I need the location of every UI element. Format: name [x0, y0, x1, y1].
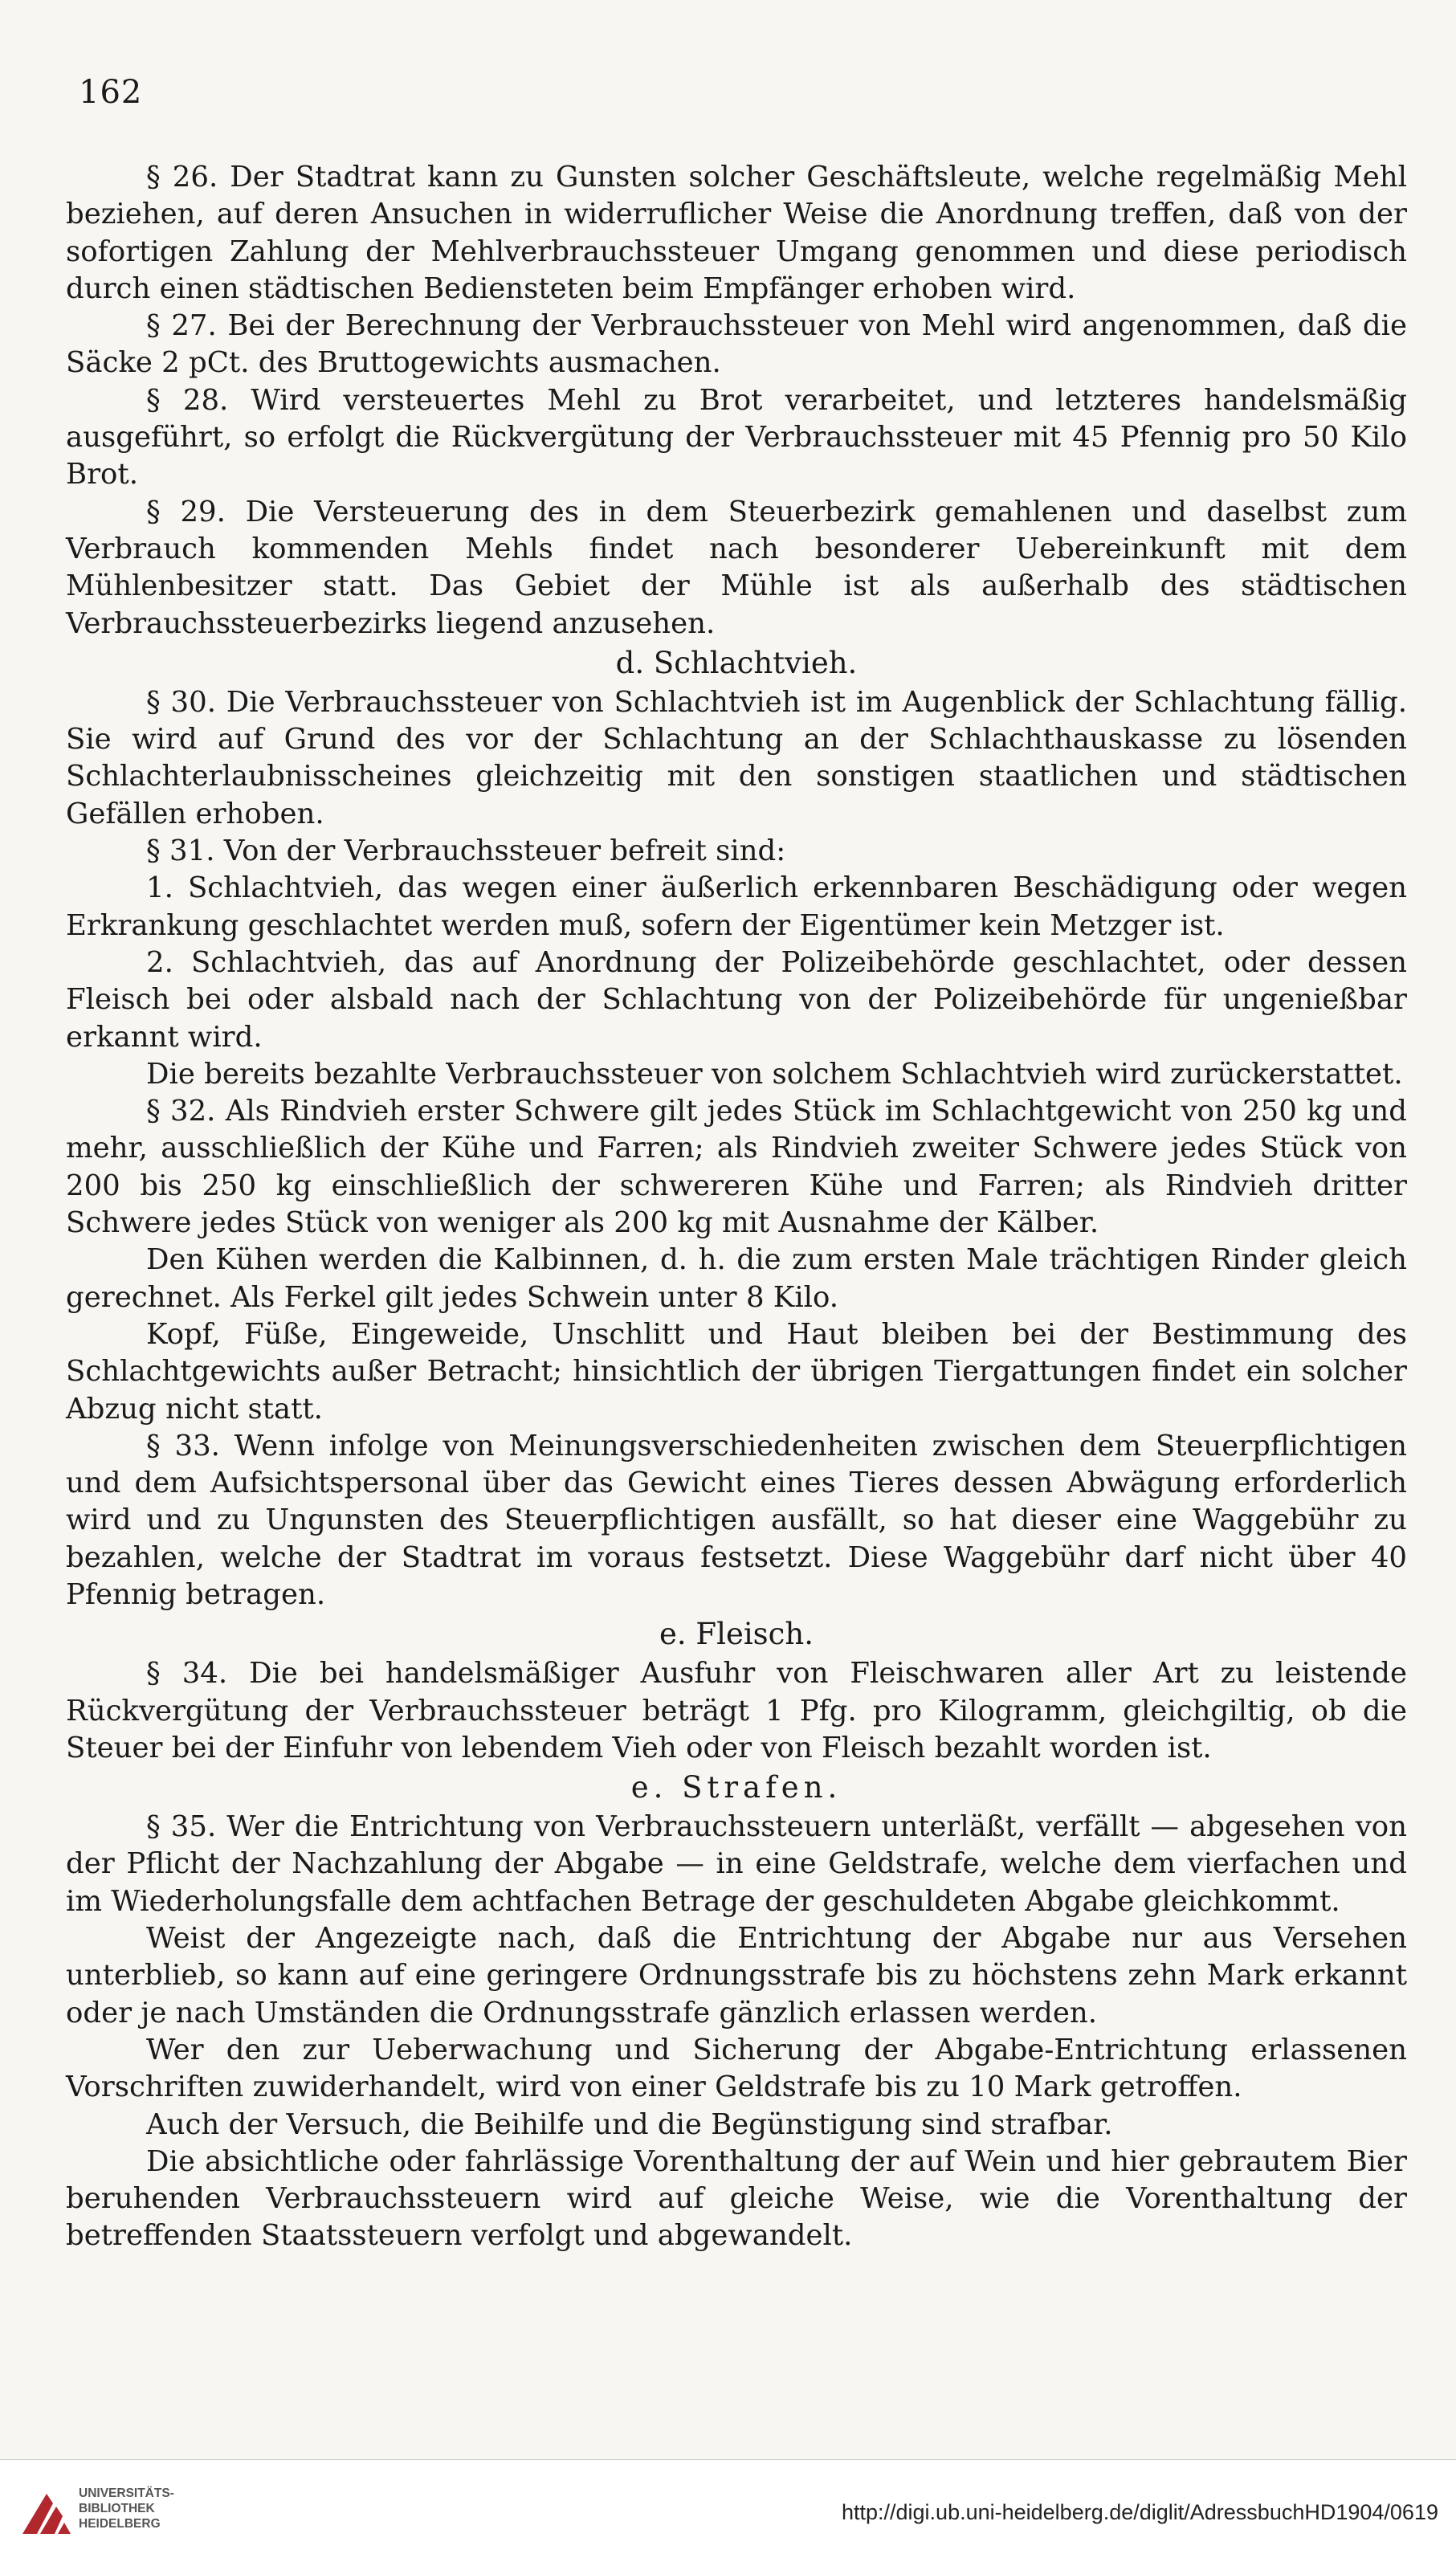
paragraph-26: § 26. Der Stadtrat kann zu Gunsten solcher Geschäftsleute, welche regelmäßig Mehl beziehen, auf deren Ansuchen in widerruflicher Weise die Anordnung treffen, daß von der sofortigen Zahlung der Mehlverbrauchssteuer Umgang genommen und diese periodisch durch einen städtischen Bediensteten beim Empfänger erhoben wird.: [66, 161, 1407, 305]
source-url-link[interactable]: http://digi.ub.uni-heidelberg.de/diglit/AdressbuchHD1904/0619: [841, 2500, 1438, 2524]
paragraph-refund: Die bereits bezahlte Verbrauchssteuer von solchem Schlachtvieh wird zurückerstattet.: [146, 1057, 1403, 1091]
paragraph-34: § 34. Die bei handelsmäßiger Ausfuhr von Fleischwaren aller Art zu leistende Rückvergütung der Verbrauchssteuer beträgt 1 Pfg. pro Kilogramm, gleichgiltig, ob die Steuer bei der Einfuhr von lebendem Vieh oder von Fleisch bezahlt worden ist.: [66, 1657, 1407, 1764]
library-name: [79, 2486, 215, 2531]
paragraph-32: § 32. Als Rindvieh erster Schwere gilt jedes Stück im Schlachtgewicht von 250 kg und mehr, ausschließlich der Kühe und Farren; als Rindvieh zweiter Schwere jedes Stück von 200 bis 250 kg einschließlich der schwereren Kühe und Farren; als Rindvieh dritter Schwere jedes Stück von weniger als 200 kg mit Ausnahme der Kälber.: [66, 1095, 1407, 1240]
paragraph-28: § 28. Wird versteuertes Mehl zu Brot verarbeitet, und letzteres handelsmäßig ausgeführt, so erfolgt die Rückvergütung der Verbrauchssteuer mit 45 Pfennig pro 50 Kilo Brot.: [66, 383, 1407, 492]
page-number: 162: [79, 74, 143, 111]
paragraph-29: § 29. Die Versteuerung des in dem Steuerbezirk gemahlenen und daselbst zum Verbrauch kommenden Mehls findet nach besonderer Uebereinkunft mit dem Mühlenbesitzer statt. Das Gebiet der Mühle ist als außerhalb des städtischen Verbrauchssteuerbezirks liegend anzusehen.: [66, 495, 1407, 640]
paragraph-31: § 31. Von der Verbrauchssteuer befreit sind:: [146, 834, 786, 868]
library-line: HEIDELBERG: [79, 2517, 161, 2531]
section-heading-strafen: e. Strafen.: [630, 1770, 842, 1805]
paragraph-33: § 33. Wenn infolge von Meinungsverschiedenheiten zwischen dem Steuerpflichtigen und dem Aufsichtspersonal über das Gewicht eines Tieres dessen Abwägung erforderlich wird und zu Ungunsten des Steuerpflichtigen ausfällt, so hat dieser eine Waggebühr zu bezahlen, welche der Stadtrat im voraus festsetzt. Diese Waggebühr darf nicht über 40 Pfennig betragen.: [66, 1429, 1407, 1611]
list-item-1: 1. Schlachtvieh, das wegen einer äußerlich erkennbaren Beschädigung oder wegen Erkrankung geschlachtet werden muß, sofern der Eigentümer kein Metzger ist.: [66, 871, 1407, 942]
paragraph-kalbinnen: Den Kühen werden die Kalbinnen, d. h. die zum ersten Male trächtigen Rinder gleich gerechnet. Als Ferkel gilt jedes Schwein unter 8 Kilo.: [66, 1243, 1407, 1314]
paragraph-30: § 30. Die Verbrauchssteuer von Schlachtvieh ist im Augenblick der Schlachtung fällig. Sie wird auf Grund des vor der Schlachtung an der Schlachthauskasse zu lösenden Schlachterlaubnisscheines gleichzeitig mit den sonstigen staatlichen und städtischen Gefällen erhoben.: [66, 685, 1407, 830]
paragraph-versuch: Auch der Versuch, die Beihilfe und die Begünstigung sind strafbar.: [146, 2107, 1113, 2141]
section-heading-fleisch: e. Fleisch.: [659, 1617, 814, 1652]
paragraph-27: § 27. Bei der Berechnung der Verbrauchssteuer von Mehl wird angenommen, daß die Säcke 2 pCt. des Bruttogewichts ausmachen.: [66, 309, 1407, 380]
section-heading-schlachtvieh: d. Schlachtvieh.: [615, 645, 858, 680]
paragraph-ordnungsstrafe: Weist der Angezeigte nach, daß die Entrichtung der Abgabe nur aus Versehen unterblieb, so kann auf eine geringere Ordnungsstrafe bis zu höchstens zehn Mark erkannt oder je nach Umständen die Ordnungsstrafe gänzlich erlassen werden.: [66, 1922, 1407, 2030]
paragraph-vorenthaltung: Die absichtliche oder fahrlässige Vorenthaltung der auf Wein und hier gebrautem Bier beruhenden Verbrauchssteuern wird auf gleiche Weise, wie die Vorenthaltung der betreffenden Staatssteuern verfolgt und abgewandelt.: [66, 2144, 1407, 2253]
page-text: [66, 159, 1407, 2255]
footer-bar: [0, 2459, 1456, 2566]
list-item-2: 2. Schlachtvieh, das auf Anordnung der Polizeibehörde geschlachtet, oder dessen Fleisch bei oder alsbald nach der Schlachtung von der Polizeibehörde für ungenießbar erkannt wird.: [66, 945, 1407, 1054]
library-line: BIBLIOTHEK: [79, 2502, 155, 2515]
paragraph-35: § 35. Wer die Entrichtung von Verbrauchssteuern unterläßt, verfällt — abgesehen von der Pflicht der Nachzahlung der Abgabe — in eine Geldstrafe, welche dem vierfachen und im Wiederholungsfalle dem achtfachen Betrage der geschuldeten Abgabe gleichkommt.: [66, 1810, 1407, 1918]
library-line: UNIVERSITÄTS-: [79, 2486, 174, 2500]
paragraph-zuwiderhandlung: Wer den zur Ueberwachung und Sicherung der Abgabe-Entrichtung erlassenen Vorschriften zuwiderhandelt, wird von einer Geldstrafe bis zu 10 Mark getroffen.: [66, 2033, 1407, 2104]
library-logo-icon: [14, 2478, 88, 2552]
paragraph-schlachtgewicht: Kopf, Füße, Eingeweide, Unschlitt und Haut bleiben bei der Bestimmung des Schlachtgewichts außer Betracht; hinsichtlich der übrigen Tiergattungen findet ein solcher Abzug nicht statt.: [66, 1317, 1407, 1426]
